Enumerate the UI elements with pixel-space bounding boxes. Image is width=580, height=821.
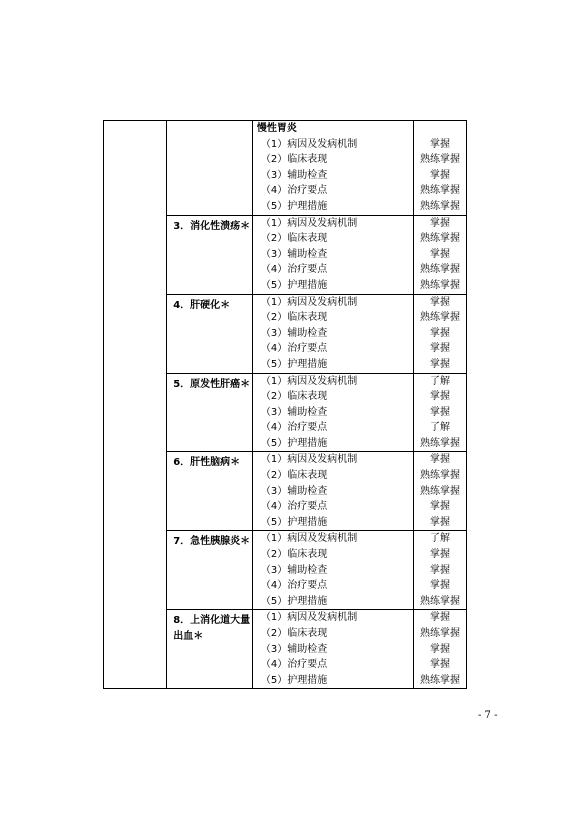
item-label: （3）辅助检查 bbox=[260, 406, 328, 418]
item-label: （5）护理措施 bbox=[260, 437, 328, 449]
level-label: 熟练掌握 bbox=[419, 264, 460, 276]
item-label: （4）治疗要点 bbox=[260, 659, 328, 671]
level-label: 熟练掌握 bbox=[419, 470, 460, 482]
items-cell bbox=[252, 294, 413, 373]
level-label: 掌握 bbox=[429, 612, 450, 624]
level-label: 熟练掌握 bbox=[419, 185, 460, 197]
item-label: （4）治疗要点 bbox=[260, 580, 328, 592]
level-label: 掌握 bbox=[429, 169, 450, 181]
topic-label bbox=[167, 121, 252, 124]
items-cell bbox=[252, 610, 413, 689]
level-label: 了解 bbox=[429, 422, 450, 434]
topic-label: 4．肝硬化＊ bbox=[173, 299, 231, 311]
item-label: （2）临床表现 bbox=[260, 154, 328, 166]
level-cell bbox=[413, 531, 466, 610]
item-label: （3）辅助检查 bbox=[260, 169, 328, 181]
item-label: （3）辅助检查 bbox=[260, 564, 328, 576]
topic-label: 7．急性胰腺炎＊ bbox=[173, 536, 251, 548]
page-number: - 7 - bbox=[478, 710, 498, 721]
level-cell bbox=[413, 121, 466, 216]
level-label: 熟练掌握 bbox=[419, 674, 460, 686]
item-label: （3）辅助检查 bbox=[260, 248, 328, 260]
level-label: 熟练掌握 bbox=[419, 437, 460, 449]
level-label: 了解 bbox=[429, 533, 450, 545]
level-label: 掌握 bbox=[429, 406, 450, 418]
topic-label: 5．原发性肝癌＊ bbox=[173, 378, 251, 390]
item-label: （1）病因及发病机制 bbox=[260, 454, 358, 466]
items-cell bbox=[252, 373, 413, 452]
items-cell bbox=[252, 531, 413, 610]
item-label: （3）辅助检查 bbox=[260, 485, 328, 497]
item-label: （1）病因及发病机制 bbox=[260, 375, 358, 387]
level-label: 熟练掌握 bbox=[419, 279, 460, 291]
level-label: 掌握 bbox=[429, 358, 450, 370]
items-cell bbox=[252, 215, 413, 294]
level-label: 熟练掌握 bbox=[419, 312, 460, 324]
syllabus-table-body bbox=[104, 121, 467, 689]
items-cell bbox=[252, 452, 413, 531]
level-label: 掌握 bbox=[429, 138, 450, 150]
topic-cell bbox=[167, 531, 253, 610]
topic-cell bbox=[167, 121, 253, 216]
item-label: （1）病因及发病机制 bbox=[260, 138, 358, 150]
item-label: （2）临床表现 bbox=[260, 391, 328, 403]
item-label: （2）临床表现 bbox=[260, 549, 328, 561]
level-label: 熟练掌握 bbox=[419, 200, 460, 212]
item-label: （5）护理措施 bbox=[260, 674, 328, 686]
level-spacer bbox=[414, 121, 466, 137]
topic-label: 8．上消化道大量出血＊ bbox=[173, 615, 251, 643]
item-label: （5）护理措施 bbox=[260, 358, 328, 370]
topic-cell bbox=[167, 294, 253, 373]
level-label: 掌握 bbox=[429, 391, 450, 403]
level-label: 熟练掌握 bbox=[419, 233, 460, 245]
item-label: （5）护理措施 bbox=[260, 516, 328, 528]
level-label: 掌握 bbox=[429, 343, 450, 355]
topic-cell bbox=[167, 215, 253, 294]
level-label: 熟练掌握 bbox=[419, 595, 460, 607]
level-label: 掌握 bbox=[429, 549, 450, 561]
item-label: （3）辅助检查 bbox=[260, 327, 328, 339]
level-label: 掌握 bbox=[429, 516, 450, 528]
item-label: （2）临床表现 bbox=[260, 470, 328, 482]
item-label: （2）临床表现 bbox=[260, 628, 328, 639]
item-label: （4）治疗要点 bbox=[260, 422, 328, 434]
level-cell bbox=[413, 452, 466, 531]
level-label: 掌握 bbox=[429, 248, 450, 260]
item-label: （5）护理措施 bbox=[260, 200, 328, 212]
items-cell bbox=[252, 121, 413, 216]
level-label: 掌握 bbox=[429, 659, 450, 671]
item-label: （5）护理措施 bbox=[260, 279, 328, 291]
level-label: 了解 bbox=[429, 375, 450, 387]
topic-cell bbox=[167, 373, 253, 452]
section-cell bbox=[104, 121, 167, 689]
item-label: （1）病因及发病机制 bbox=[260, 612, 358, 624]
level-label: 掌握 bbox=[429, 217, 450, 229]
level-cell bbox=[413, 215, 466, 294]
item-label: （2）临床表现 bbox=[260, 312, 328, 324]
topic-cell bbox=[167, 452, 253, 531]
level-label: 熟练掌握 bbox=[419, 154, 460, 166]
item-label: （4）治疗要点 bbox=[260, 185, 328, 197]
syllabus-table bbox=[103, 120, 467, 689]
item-label: （1）病因及发病机制 bbox=[260, 533, 358, 545]
level-label: 掌握 bbox=[429, 454, 450, 466]
item-label: （4）治疗要点 bbox=[260, 343, 328, 355]
level-label: 掌握 bbox=[429, 327, 450, 339]
topic-label: 6．肝性脑病＊ bbox=[173, 457, 241, 469]
level-cell bbox=[413, 373, 466, 452]
level-label: 熟练掌握 bbox=[419, 628, 460, 639]
level-label: 掌握 bbox=[429, 296, 450, 308]
level-label: 掌握 bbox=[429, 643, 450, 655]
level-label: 掌握 bbox=[429, 580, 450, 592]
item-label: （2）临床表现 bbox=[260, 233, 328, 245]
subtopic-heading: 慢性胃炎 bbox=[256, 123, 297, 134]
table-row bbox=[104, 121, 467, 216]
item-label: （3）辅助检查 bbox=[260, 643, 328, 655]
topic-cell bbox=[167, 610, 253, 689]
item-label: （5）护理措施 bbox=[260, 595, 328, 607]
level-label: 熟练掌握 bbox=[419, 485, 460, 497]
item-label: （4）治疗要点 bbox=[260, 264, 328, 276]
level-cell bbox=[413, 610, 466, 689]
item-label: （4）治疗要点 bbox=[260, 501, 328, 513]
item-label: （1）病因及发病机制 bbox=[260, 296, 358, 308]
level-cell bbox=[413, 294, 466, 373]
topic-label: 3．消化性溃疡＊ bbox=[173, 220, 251, 232]
level-label: 掌握 bbox=[429, 501, 450, 513]
item-label: （1）病因及发病机制 bbox=[260, 217, 358, 229]
level-label: 掌握 bbox=[429, 564, 450, 576]
